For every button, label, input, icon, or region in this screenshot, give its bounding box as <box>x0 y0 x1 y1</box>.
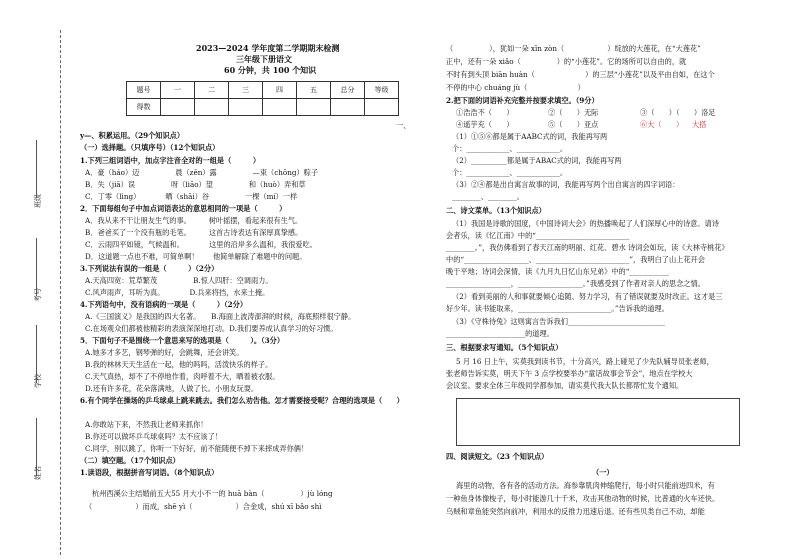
score-cell[interactable] <box>195 99 229 116</box>
class-label: 班级 <box>34 194 42 208</box>
q5-option-c: C.天气真热，却不了不停地作着，肉呼着不大，晒着被衣服。 <box>85 372 280 381</box>
poetry-line2[interactable]: 会者乐，读《忆江南》中的“__________________________ <box>446 231 630 240</box>
reading-passage-title: （一） <box>592 468 614 477</box>
score-cell[interactable] <box>331 99 365 116</box>
score-table-header-row <box>127 82 399 99</box>
poetry-line6[interactable]: __________________，__________________。”我感受到了作者对亲人的思念之情。 <box>446 279 705 288</box>
class-underline <box>36 140 37 198</box>
poetry-line5[interactable]: 晚于平地；诗词会深情，读《九月九日忆山东兄弟》中的“___________ <box>446 267 669 276</box>
poetry-line8[interactable]: 好少年。读书能取来，__________________________。”告诉我的道理。 <box>446 304 669 313</box>
poetry-line9[interactable]: （3）《守株待兔》这则寓言告诉我们___________________________ <box>452 317 666 326</box>
name-underline <box>36 418 37 476</box>
part1-heading: y—、积累运用。（29个知识点） <box>80 131 185 140</box>
reading-line3: 乌贼和章鱼能突然向前冲，利用水的反推力迅速后退。还有些贝类自己不动，却能 <box>446 507 705 516</box>
q2-option-c: C．云雨四平如镜，气候温和。 这里的沿岸多么温和，我很爱吃。 <box>85 240 317 249</box>
rq2-sub1-blank[interactable]: 个：____________、____________。 <box>452 144 568 153</box>
score-table-row <box>127 99 399 116</box>
score-cell[interactable] <box>263 99 297 116</box>
margin-dashed-line <box>60 30 61 555</box>
notice-line1: 5 月 16 日上午，实莫我到读书节，十分高兴，路上碰见了少先队辅导员张老师， <box>456 357 714 366</box>
notice-heading: 三、根据要求写通知。（5个知识点） <box>446 343 563 352</box>
id-label: 考号 <box>34 288 42 302</box>
q2-option-d: D．这道题一点也不难，可简单啊！ 他简单解除了难题中的问题。 <box>85 252 307 261</box>
poetry-line4[interactable]: 中的“__________________、__________________________”，我明白了山上花开会 <box>446 255 705 264</box>
q1-option-c: C．丁零（lìng） 晒（shāi）谷 一棵（mí）一样 <box>85 192 298 201</box>
reading-heading: 四、阅读短文。（23 个知识点） <box>446 452 549 461</box>
rq2-sub3: （3）②④都是出自寓言故事的词，我能再写两个出自寓言的四字词语： <box>452 180 680 189</box>
q4-option-ab: A.《三国演义》是我国的四大名著。 B.海面上波涛澎湃的时候，海底照样很宁静。 <box>85 312 356 321</box>
word-2: ②（ ）无际 <box>548 108 599 117</box>
word-3: ③（ ）（ ）洛足 <box>640 108 716 117</box>
q3: 3.下列说法有误的一组是（ ）（2分） <box>80 264 219 273</box>
word-6-answer: 大搭 <box>692 120 707 129</box>
score-cell: 得数 <box>127 99 161 116</box>
pinyin-line4: 不停的中心 chuáng jù（ ） <box>446 83 585 92</box>
q6: 6.有个同学在操场的乒乓球桌上跳来跳去。我们怎么劝告他。怎才需要接受呢？合理的选项是（ ） <box>80 396 404 405</box>
score-cell: 等级 <box>365 82 399 99</box>
q5-option-a: A.她多才多艺，钢琴弹的好，会跳舞，还会讲笑。 <box>85 348 244 357</box>
score-cell: 五 <box>297 82 331 99</box>
pinyin-line3: 不时有到头顶 biān huàn（ ）的三层“小莲花”以及平由自如，在这个 <box>446 70 715 79</box>
score-cell[interactable] <box>161 99 195 116</box>
poetry-line1: （1）我国是诗歌的国度，《中国诗词大会》的热播唤起了人们深厚心中的诗意。请诗 <box>452 219 719 228</box>
score-cell[interactable] <box>297 99 331 116</box>
poetry-heading: 二、诗文菜单。（13个知识点） <box>446 206 546 215</box>
q7-line1: 杭州西溪公主结婚前五大55 月大小不一的 huā bàn（ ）jù lóng <box>92 489 333 498</box>
section-roman-mark: 一、 <box>396 121 411 130</box>
name-label: 姓名 <box>34 466 42 480</box>
q6-option-b: B.你还可以做坏乒乓球桌吗？太不应该了！ <box>85 432 222 441</box>
q2-option-a: A．我从来不干让朋友生气的事。 树叶摇摆，看起来很有生气。 <box>85 216 303 225</box>
q6-option-c: C.同学，别以跳了，你听一下好好，前不能随便不掉下来摔成弄你俩！ <box>85 444 309 453</box>
score-cell: 三 <box>229 82 263 99</box>
q4: 4.下列语句中，没有语病的一项是（ ）（2分） <box>80 300 248 309</box>
word-1: ①浩浩不（ ） <box>456 108 514 117</box>
q4-option-cd: C.在场观众们都被他精彩的表演深深地打动。D.我们要养成认真学习的好习惯。 <box>85 324 338 333</box>
q7-line2: （ ）而成，shē yì（ ）合金成，shú xī bǎo shì <box>85 502 322 511</box>
school-underline <box>36 325 37 383</box>
score-cell: 题号 <box>127 82 161 99</box>
word-6: ⑥大（ ） <box>640 120 684 129</box>
rq2-heading: 2.把下面的词语补充完整并按要求填空。（9分） <box>446 96 599 105</box>
q5: 5．下面句子不是围绕一个意思来写的选项是（ ）。（3分） <box>80 336 285 345</box>
notice-line3: 会议室。要求全体三年级同学都参加，请实莫代我大队长都帮忙发个通知。 <box>446 381 684 390</box>
sec1-heading: （一）选择题。（只填序号）（12个知识点） <box>80 143 220 152</box>
word-5: ⑤（ ）亚点 <box>548 120 599 129</box>
q1: 1.下列三组词语中，加点字注音全对的一组是（ ） <box>80 156 261 165</box>
word-4: ④遥芋充（ ） <box>456 120 514 129</box>
q2-option-b: B．爸爸买了一个没有瓶的毛笔。 这首古诗表达有深厚真挚感。 <box>85 228 303 237</box>
q7: 1.读语段，根据拼音写词语。（8个知识点） <box>80 468 219 477</box>
q5-option-b: B.我的林林天天生活在一起，他的吗吗，活泼快乐的样子。 <box>85 360 273 369</box>
notice-line2: 张老师告诉实莫，明天下午 3 点学校要举办“童话故事会节会”，地点在学校大 <box>446 369 693 378</box>
reading-line2: 一种鱼身体像梭子，每小时能游几十千米，攻击其他动物的时候，比普通的火车还快。 <box>446 494 720 503</box>
id-underline <box>36 238 37 296</box>
rq2-sub3-blank[interactable]: ________、________。 <box>452 192 524 201</box>
score-cell: 四 <box>263 82 297 99</box>
score-table <box>126 81 399 116</box>
score-cell: 一 <box>161 82 195 99</box>
reading-line1: 海里的动物，各有各的活动方法。海参靠肌肉伸缩爬行，每小时只能前进四米，有 <box>456 481 715 490</box>
q1-option-b: B．失（jiā）误 呀（liāo）望 和（huò）弄和草 <box>85 180 306 189</box>
time-score: 60 分钟，共 100 个知识 <box>224 65 317 75</box>
rq2-sub1: （1）①⑤⑥都是属于AABC式的词，我能再写两 <box>452 132 608 141</box>
page-title: 2023—2024 学年度第二学期期末检测 <box>196 43 340 53</box>
notice-answer-box[interactable] <box>456 398 740 446</box>
poetry-line10[interactable]: ______________________的道理。 <box>446 329 554 338</box>
poetry-line3[interactable]: ________。”，我仿佛看到了春天江南的明丽、红花、碧水 诗词会如玩，读《大林寺桃花》 <box>446 243 729 252</box>
sec2-heading: （二）填空题。（17个知识点） <box>80 456 180 465</box>
q1-option-a: A．豪（háo）迈 晨（zěn）露 —束（chōng）粽子 <box>85 168 319 177</box>
q5-option-d: D.还有许多花，花朵落满地，人做了长。小朋友玩耍。 <box>85 384 259 393</box>
poetry-line7: （2）看到美丽的人和事就要倾心追随、努力学习，有了错误就要及时改正。这才是三 <box>452 292 723 301</box>
rq2-sub2: （2）__________都是属于ABAC式的词，我能再写两 <box>452 156 622 165</box>
rq2-sub2-blank[interactable]: 个：____________、____________。 <box>452 168 568 177</box>
score-cell: 二 <box>195 82 229 99</box>
score-cell[interactable] <box>229 99 263 116</box>
pinyin-line1: （ ），犹如一朵 xīn zòn（ ）绽放的大莲花，在“大莲花” <box>446 44 701 53</box>
q3-option-cd: C.风声雨声，耳听为真。 D.兵来将挡，水来土掩。 <box>85 288 270 297</box>
score-cell: 总分 <box>331 82 365 99</box>
q6-option-a: A.你敢站下来，不然我让老师来抓你！ <box>85 420 208 429</box>
pinyin-line2: 正中，还有一朵 xiǎo（ ）的“小莲花”。它的场所可以自由的，就 <box>446 57 687 66</box>
score-cell[interactable] <box>365 99 399 116</box>
q3-option-ab: A.天高四宽：荒草繁茂 B.惊人四肝：空调雨力。 <box>85 276 273 285</box>
page-subtitle: 三年级下册语文 <box>236 54 292 64</box>
q2: 2．下面每组句子中加点词语表达的意思相同的一项是（ ） <box>80 204 287 213</box>
school-label: 学校 <box>34 374 42 388</box>
